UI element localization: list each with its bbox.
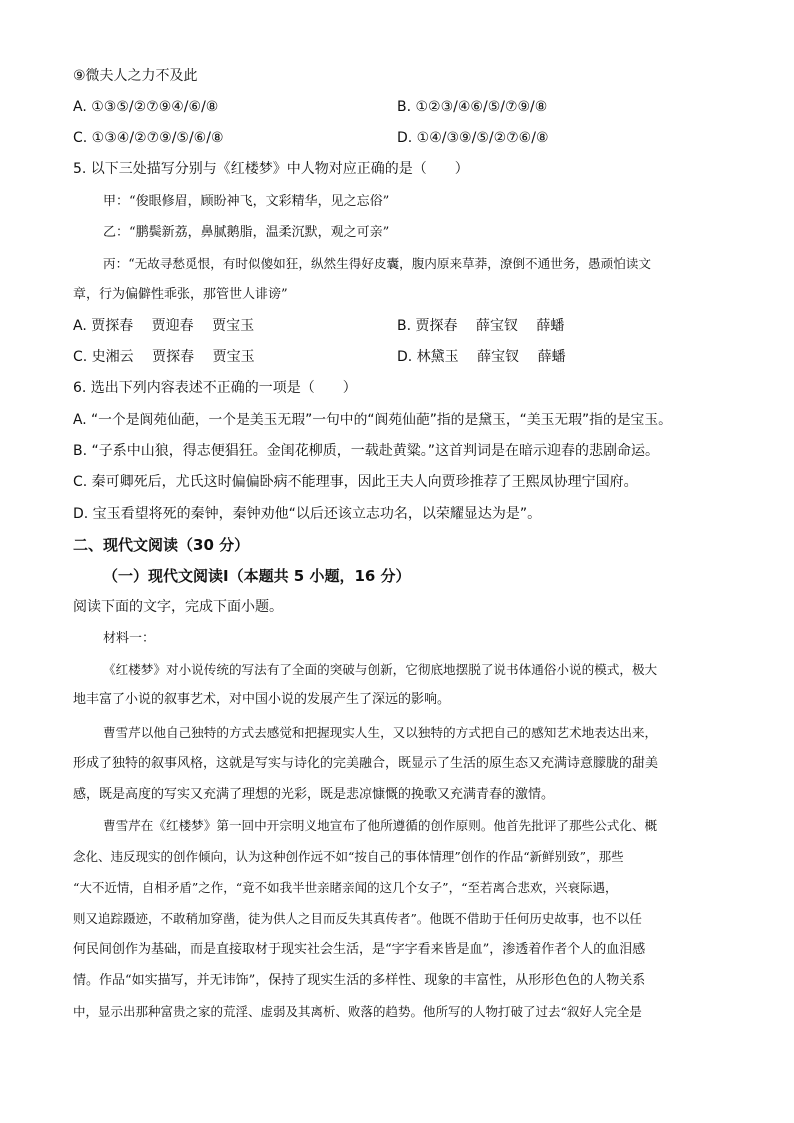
- q5-jia: 甲：“俊眼修眉，顾盼神飞，文彩精华，见之忘俗”: [103, 194, 390, 209]
- q6-option-d: D. 宝玉看望将死的秦钟，秦钟劝他“以后还该立志功名，以荣耀显达为是”。: [73, 506, 542, 522]
- paragraph-2-line: 曹雪芹以他自己独特的方式去感觉和把握现实人生，又以独特的方式把自己的感知艺术地表达出来，: [103, 725, 658, 740]
- paragraph-3-line: 何民间创作为基础，而是直接取材于现实社会生活，是“字字看来皆是血”，渗透着作者个人的血泪感: [73, 942, 646, 957]
- paragraph-3-line: 情。作品“如实描写，并无讳饰”，保持了现实生活的多样性、现象的丰富性，从形形色色的人物关系: [73, 973, 646, 988]
- q4-option-b: B. ①②③/④⑥/⑤/⑦⑨/⑧: [397, 99, 548, 115]
- paragraph-1-line: 《红楼梦》对小说传统的写法有了全面的突破与创新，它彻底地摆脱了说书体通俗小说的模式，极大: [103, 662, 658, 677]
- q5-bing-line2: 章，行为偏僻性乖张，那管世人诽谤”: [73, 287, 288, 302]
- paragraph-1-line: 地丰富了小说的叙事艺术，对中国小说的发展产生了深远的影响。: [73, 692, 451, 707]
- q4-option-d: D. ①④/③⑨/⑤/②⑦⑥/⑧: [397, 130, 549, 146]
- q6-option-b: B. “子系中山狼，得志便猖狂。金闺花柳质，一载赴黄粱。”这首判词是在暗示迎春的悲剧命运。: [73, 443, 660, 459]
- q5-option-c: C. 史湘云 贾探春 贾宝玉: [73, 349, 255, 365]
- paragraph-2-line: 感，既是高度的写实又充满了理想的光彩，既是悲凉慷慨的挽歌又充满青春的激情。: [73, 787, 555, 802]
- section-heading: 二、现代文阅读（30 分）: [73, 536, 250, 554]
- q5-yi: 乙：“鹏鬓新荔，鼻腻鹅脂，温柔沉默，观之可亲”: [103, 225, 390, 240]
- paragraph-3-line: 中，显示出那种富贵之家的荒淫、虚弱及其离析、败落的趋势。他所写的人物打破了过去“叙好人完全是: [73, 1004, 642, 1019]
- q5-stem: 5. 以下三处描写分别与《红楼梦》中人物对应正确的是（ ）: [73, 161, 469, 177]
- q5-bing-line1: 丙：“无故寻愁觅恨，有时似傻如狂，纵然生得好皮囊，腹内原来草莽，潦倒不通世务，愚顽怕读文: [103, 256, 651, 271]
- subsection-heading: （一）现代文阅读Ⅰ（本题共 5 小题，16 分）: [103, 567, 411, 585]
- q4-option-c: C. ①③④/②⑦⑨/⑤/⑥/⑧: [73, 130, 224, 146]
- q4-option-a: A. ①③⑤/②⑦⑨④/⑥/⑧: [73, 99, 219, 115]
- paragraph-3-line: “大不近情，自相矛盾”之作，“竟不如我半世亲睹亲闻的这几个女子”，“至若离合悲欢，兴衰际遇，: [73, 880, 618, 895]
- paragraph-3-line: 曹雪芹在《红楼梦》第一回中开宗明义地宣布了他所遵循的创作原则。他首先批评了那些公式化、概: [103, 818, 658, 833]
- q5-option-d: D. 林黛玉 薛宝钗 薛蟠: [397, 349, 566, 365]
- paragraph-3-line: 则又追踪蹑迹，不敢稍加穿凿，徒为供人之目而反失其真传者”。他既不借助于任何历史故事，也不以任: [73, 911, 642, 926]
- q6-option-c: C. 秦可卿死后，尤氏这时偏偏卧病不能理事，因此王夫人向贾珍推荐了王熙凤协理宁国府。: [73, 474, 638, 490]
- q5-option-b: B. 贾探春 薛宝钗 薛蟠: [397, 318, 565, 334]
- paragraph-2-line: 形成了独特的叙事风格，这就是写实与诗化的完美融合，既显示了生活的原生态又充满诗意朦胧的甜美: [73, 756, 659, 771]
- q6-option-a: A. “一个是阆苑仙葩，一个是美玉无瑕”一句中的“阆苑仙葩”指的是黛玉，“美玉无瑕”指的是宝玉。: [73, 412, 672, 428]
- q6-stem: 6. 选出下列内容表述不正确的一项是（ ）: [73, 380, 357, 396]
- reading-instruction: 阅读下面的文字，完成下面小题。: [73, 599, 283, 615]
- q5-option-a: A. 贾探春 贾迎春 贾宝玉: [73, 318, 255, 334]
- material-label: 材料一：: [103, 631, 156, 646]
- q4-item-9: ⑨微夫人之力不及此: [73, 68, 198, 84]
- paragraph-3-line: 念化、违反现实的创作倾向，认为这种创作远不如“按自己的事体情理”创作的作品“新鲜别致”，那些: [73, 849, 624, 864]
